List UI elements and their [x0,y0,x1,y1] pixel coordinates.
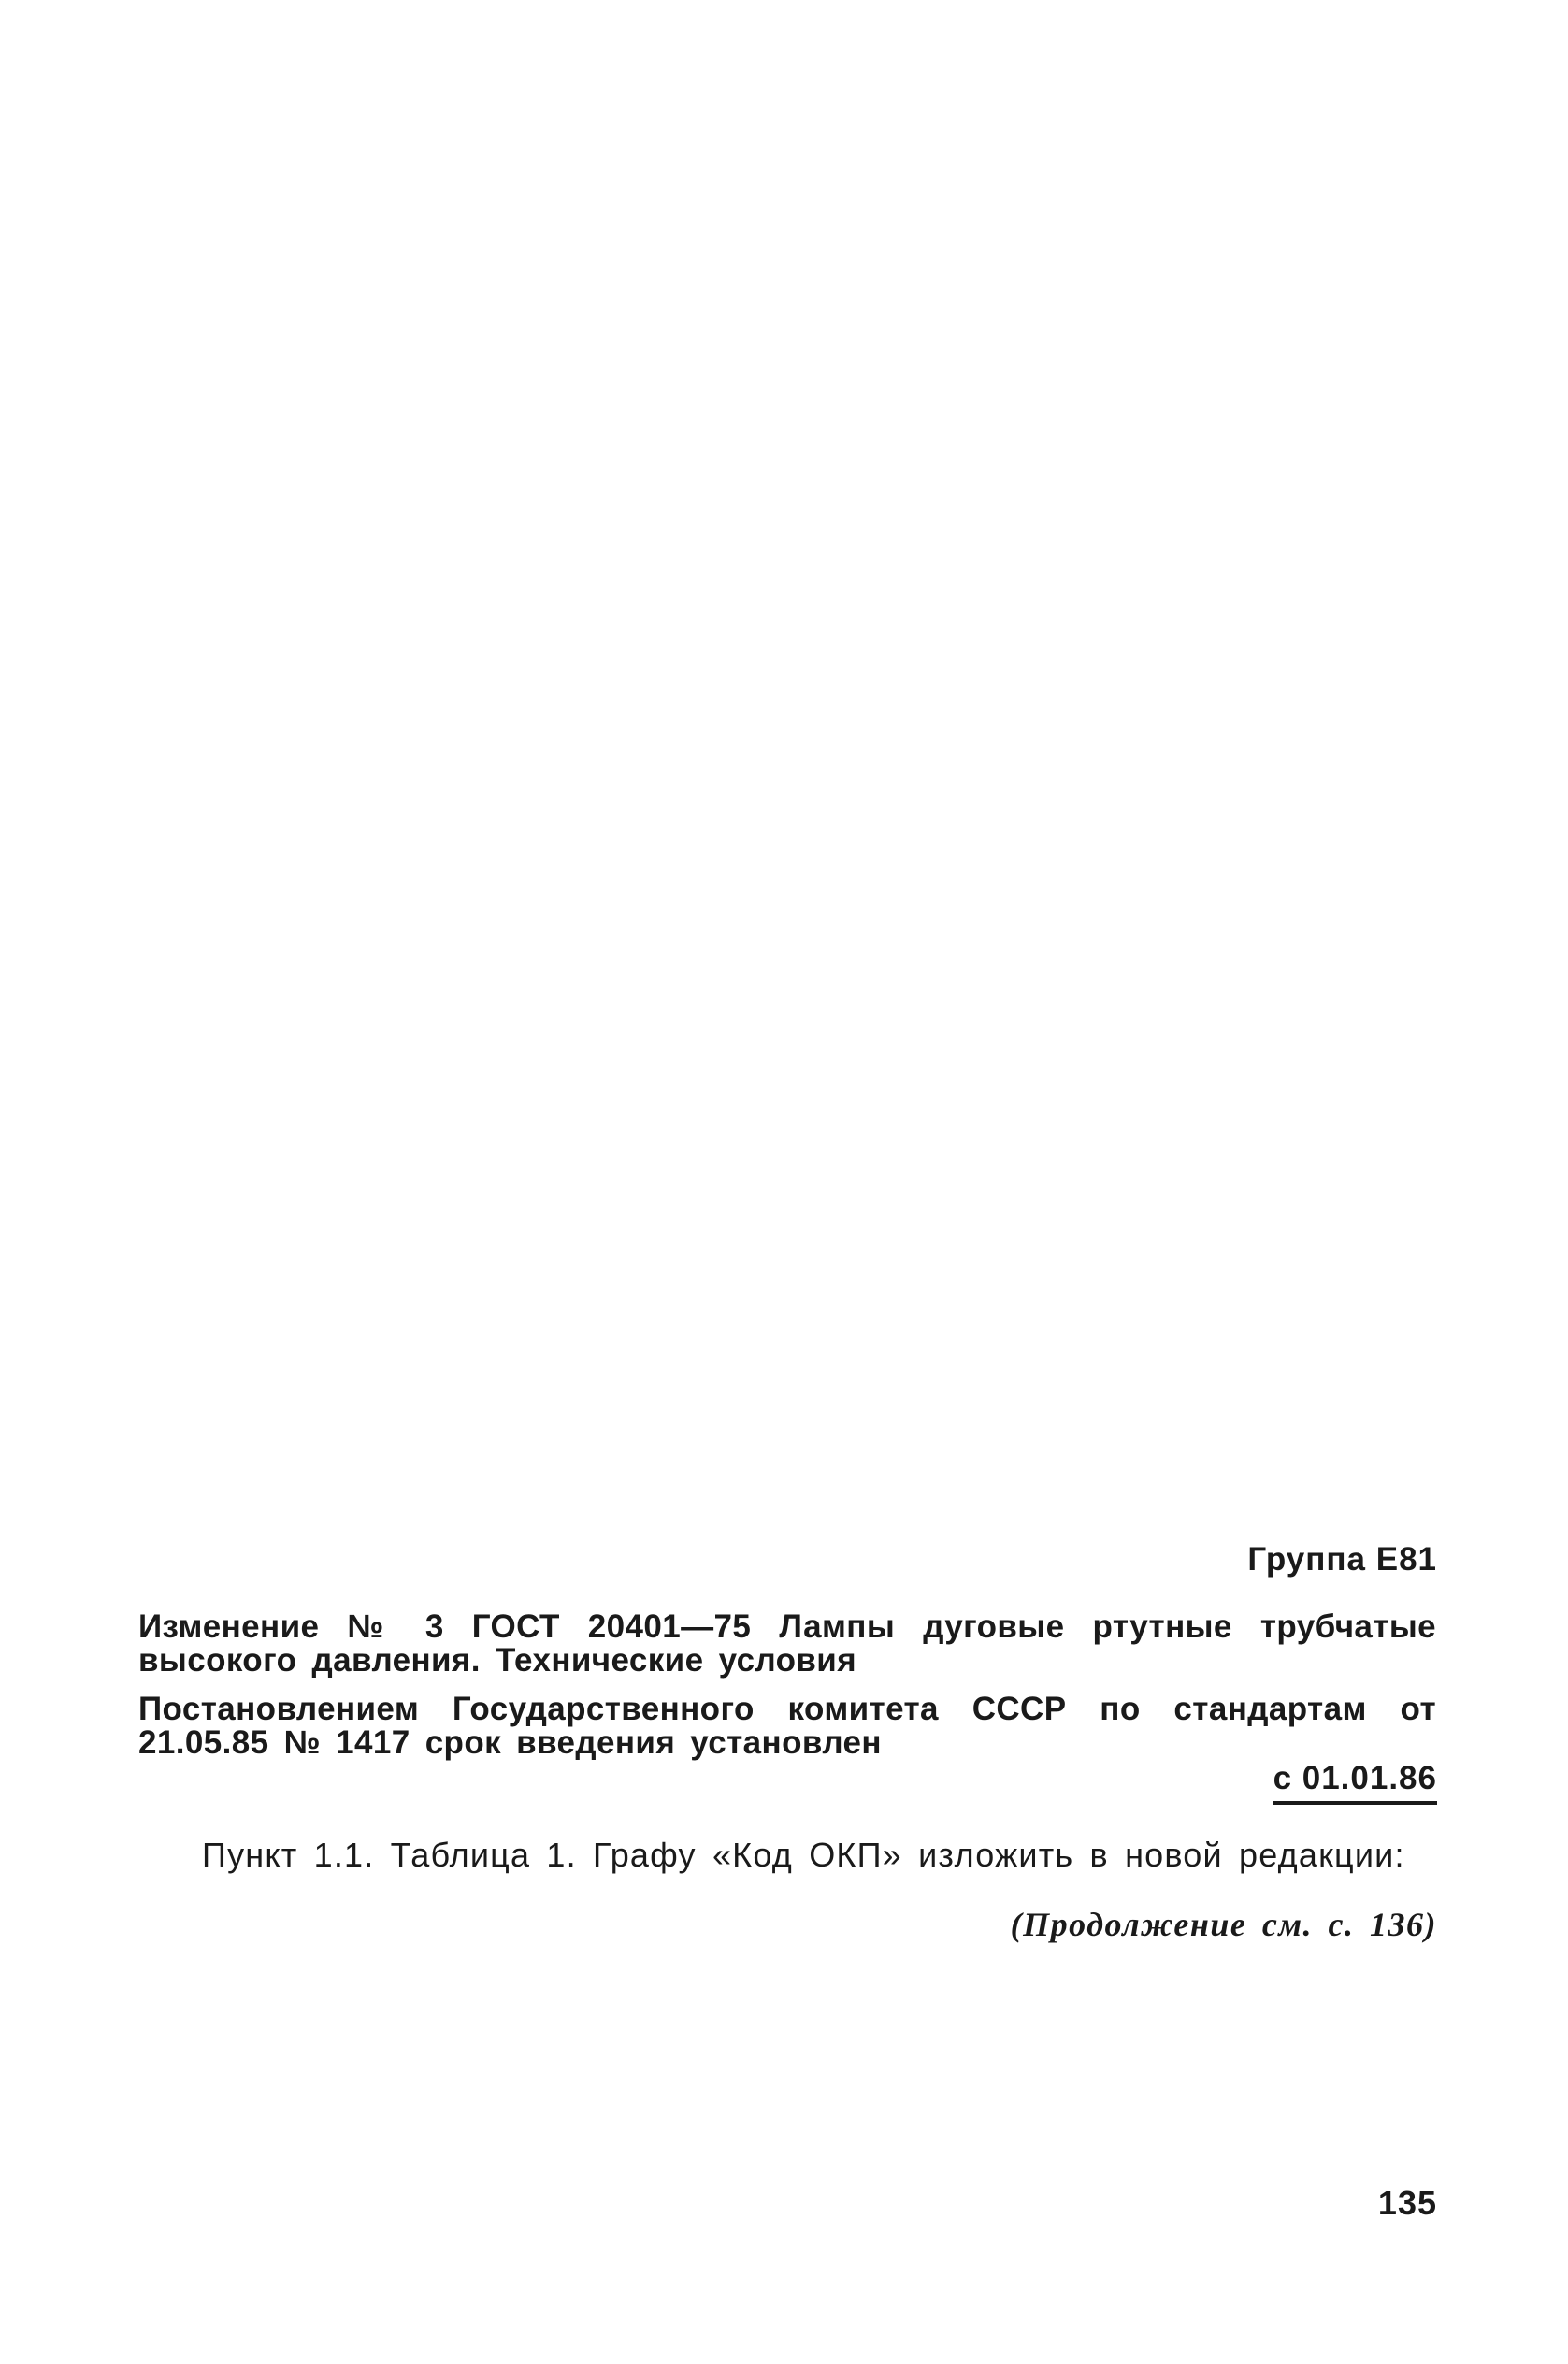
page-number: 135 [1377,2184,1437,2222]
decree-text: Постановлением Государственного комитета СССР по стандартам от 21.05.85 № 1417 срок введения установлен [138,1691,1436,1761]
clause-text: Пункт 1.1. Таблица 1. Графу «Код ОКП» изложить в новой редакции: [202,1836,1405,1874]
continuation-note: (Продолжение см. с. 136) [1010,1906,1437,1943]
group-label: Группа Е81 [1247,1541,1437,1578]
effective-date: с 01.01.86 [1273,1760,1437,1805]
amendment-title: Изменение № 3 ГОСТ 20401—75 Лампы дуговые ртутные трубчатые высокого давления. Технические условия [138,1608,1436,1679]
